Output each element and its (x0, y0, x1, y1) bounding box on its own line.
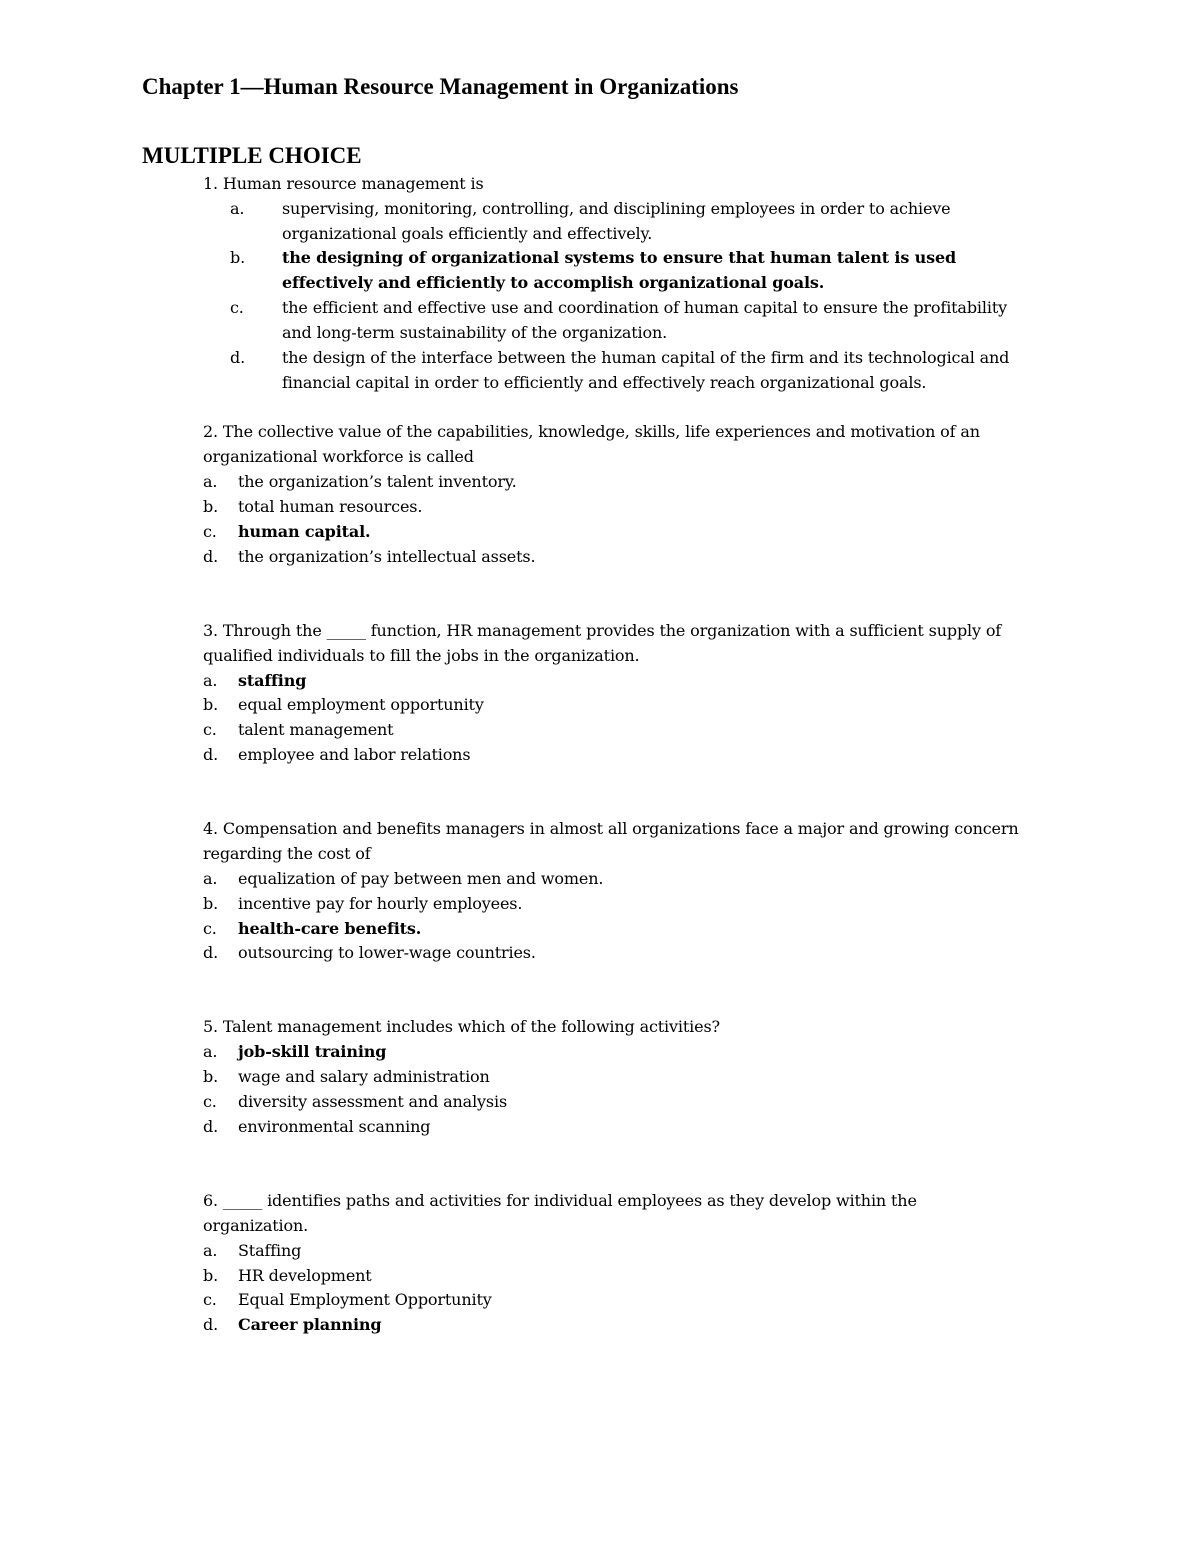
question-1-stem: 1. Human resource management is (203, 174, 484, 193)
q5-option-b-letter: b. (203, 1067, 219, 1086)
q1-option-c-letter: c. (230, 298, 244, 317)
q3-option-a: staffing (238, 671, 307, 690)
q3-option-c-letter: c. (203, 720, 217, 739)
q2-option-d: the organization’s intellectual assets. (238, 547, 536, 566)
section-title: MULTIPLE CHOICE (142, 143, 362, 168)
q5-option-c: diversity assessment and analysis (238, 1092, 508, 1111)
q2-option-a: the organization’s talent inventory. (238, 472, 517, 491)
q1-option-b-letter: b. (230, 248, 246, 267)
q3-option-d-letter: d. (203, 745, 219, 764)
q3-option-a-letter: a. (203, 671, 218, 690)
question-2-stem-line-1: 2. The collective value of the capabilities, knowledge, skills, life experiences and motivation of an (203, 422, 980, 441)
q4-option-b: incentive pay for hourly employees. (238, 894, 523, 913)
q1-option-d-letter: d. (230, 348, 246, 367)
q4-option-d: outsourcing to lower-wage countries. (238, 943, 536, 962)
q4-option-c-letter: c. (203, 919, 217, 938)
q6-option-d-letter: d. (203, 1315, 219, 1334)
q4-option-c: health-care benefits. (238, 919, 422, 938)
q6-option-c-letter: c. (203, 1290, 217, 1309)
q2-option-c-letter: c. (203, 522, 217, 541)
q6-option-a-letter: a. (203, 1241, 218, 1260)
q6-option-a: Staffing (238, 1241, 302, 1260)
q1-option-b-line-1: the designing of organizational systems to ensure that human talent is used (282, 248, 957, 267)
q5-option-d-letter: d. (203, 1117, 219, 1136)
q4-option-a-letter: a. (203, 869, 218, 888)
q6-option-c: Equal Employment Opportunity (238, 1290, 492, 1309)
q3-option-b: equal employment opportunity (238, 695, 484, 714)
q4-option-b-letter: b. (203, 894, 219, 913)
q5-option-c-letter: c. (203, 1092, 217, 1111)
question-6-stem-line-1: 6. _____ identifies paths and activities for individual employees as they develop within the (203, 1191, 917, 1210)
q3-option-b-letter: b. (203, 695, 219, 714)
q5-option-b: wage and salary administration (238, 1067, 490, 1086)
q3-option-c: talent management (238, 720, 394, 739)
q5-option-d: environmental scanning (238, 1117, 431, 1136)
question-4-stem-line-1: 4. Compensation and benefits managers in almost all organizations face a major and growing concern (203, 819, 1019, 838)
question-4-stem-line-2: regarding the cost of (203, 844, 371, 863)
q4-option-d-letter: d. (203, 943, 219, 962)
q5-option-a: job-skill training (238, 1042, 387, 1061)
q1-option-c-line-2: and long-term sustainability of the organization. (282, 323, 668, 342)
q2-option-d-letter: d. (203, 547, 219, 566)
q1-option-d-line-2: financial capital in order to efficiently and effectively reach organizational goals. (282, 373, 927, 392)
q2-option-b: total human resources. (238, 497, 423, 516)
q1-option-a-line-2: organizational goals efficiently and effectively. (282, 224, 653, 243)
q2-option-a-letter: a. (203, 472, 218, 491)
q6-option-b-letter: b. (203, 1266, 219, 1285)
q2-option-b-letter: b. (203, 497, 219, 516)
q1-option-c-line-1: the efficient and effective use and coordination of human capital to ensure the profitability (282, 298, 1007, 317)
q1-option-d-line-1: the design of the interface between the human capital of the firm and its technological and (282, 348, 1010, 367)
q3-option-d: employee and labor relations (238, 745, 471, 764)
q2-option-c: human capital. (238, 522, 371, 541)
q1-option-a-letter: a. (230, 199, 245, 218)
question-6-stem-line-2: organization. (203, 1216, 309, 1235)
q5-option-a-letter: a. (203, 1042, 218, 1061)
question-2-stem-line-2: organizational workforce is called (203, 447, 474, 466)
chapter-title: Chapter 1—Human Resource Management in Organizations (142, 74, 739, 99)
q4-option-a: equalization of pay between men and women. (238, 869, 604, 888)
question-3-stem-line-2: qualified individuals to fill the jobs in the organization. (203, 646, 640, 665)
q1-option-b-line-2: effectively and efficiently to accomplish organizational goals. (282, 273, 825, 292)
q1-option-a-line-1: supervising, monitoring, controlling, and disciplining employees in order to achieve (282, 199, 951, 218)
question-3-stem-line-1: 3. Through the _____ function, HR management provides the organization with a sufficient supply of (203, 621, 1002, 640)
q6-option-d: Career planning (238, 1315, 382, 1334)
q6-option-b: HR development (238, 1266, 372, 1285)
question-5-stem: 5. Talent management includes which of the following activities? (203, 1017, 720, 1036)
